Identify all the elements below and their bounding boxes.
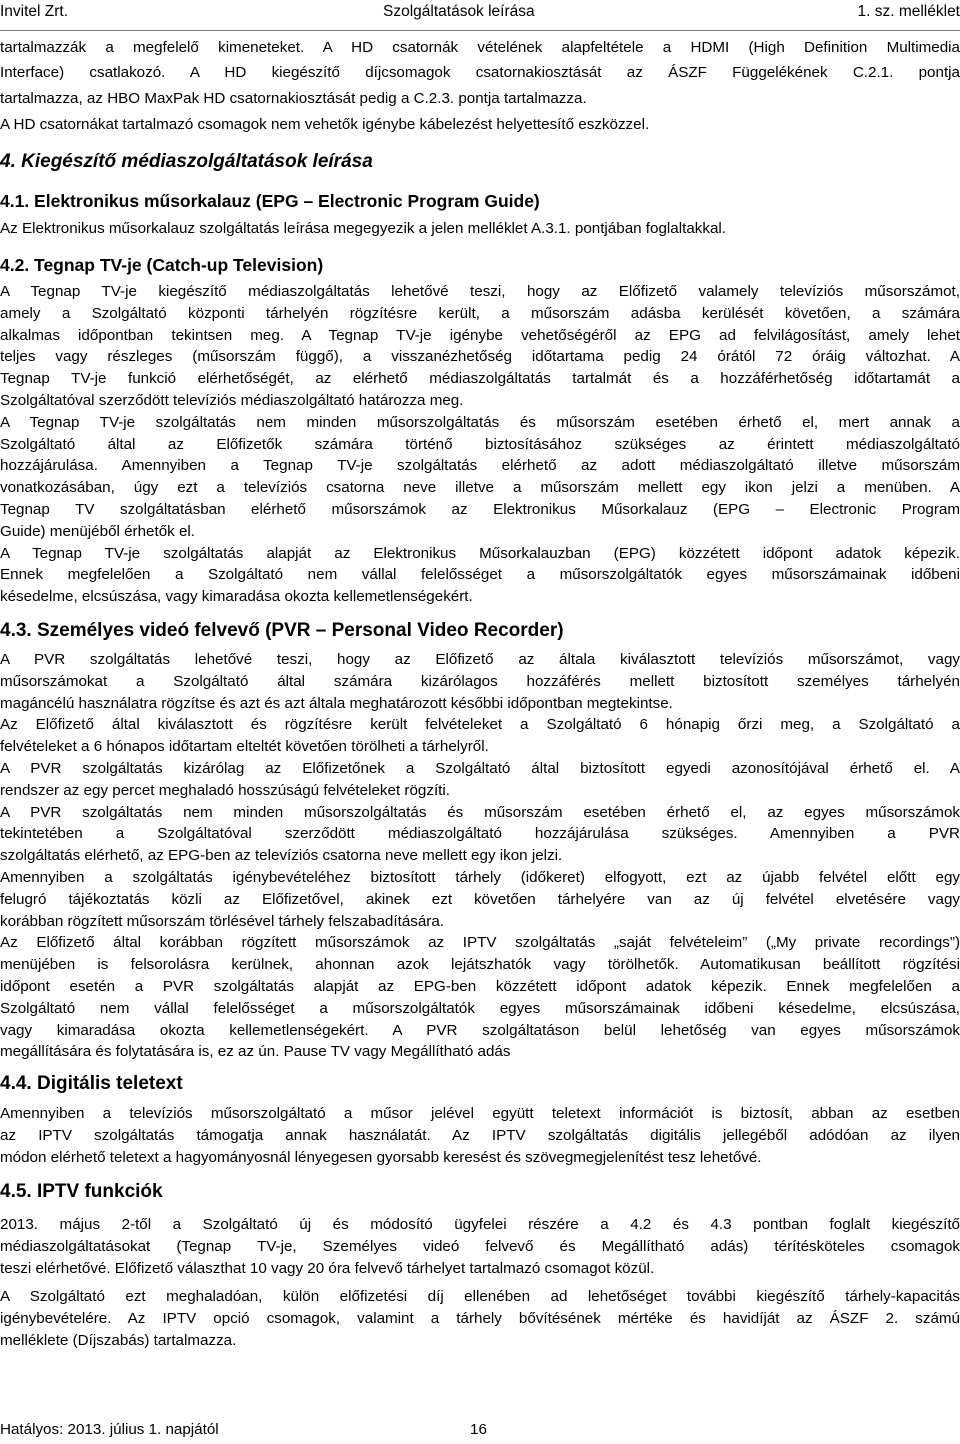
paragraph-line: felugró tájékoztatás közli az Előfizetővel, akinek ezt követően tárhelyére van az új felvétel elvetésére vagy [0,891,960,908]
subsection-heading: 4.3. Személyes videó felvevő (PVR – Personal Video Recorder) [0,620,564,641]
paragraph-line: felvételeket a 6 hónapos időtartam elteltét követően törölheti a tárhelyről. [0,738,489,755]
paragraph-line: megállítására és folytatására is, ez az ún. Pause TV vagy Megállítható adás [0,1043,511,1060]
paragraph-line: hozzájárulása. Amennyiben a Tegnap TV-je szolgáltatás elérhető az adott médiaszolgáltató illetve műsorszám [0,457,960,474]
header-company: Invitel Zrt. [0,3,69,20]
paragraph-line: korábban rögzített műsorszám törlésével tárhely felszabadítására. [0,913,445,930]
paragraph-line: magáncélú használatra rögzítse és azt és azt általa meghatározott későbbi időpontban megtekintse. [0,695,673,712]
paragraph-line: az IPTV szolgáltatás támogatja annak használatát. Az IPTV szolgáltatás digitális jellegéből adódóan az ilyen [0,1127,960,1144]
paragraph-line: késedelme, elcsúszása, vagy kimaradása okozta kellemetlenségekért. [0,588,473,605]
paragraph-line: A PVR szolgáltatás nem minden műsorszolgáltatás és műsorszám esetében érhető el, az egyes műsorszámok [0,804,960,821]
paragraph-line: vagy kimaradása okozta kellemetlenségekért. A PVR szolgáltatáson belül lehetőség van egyes műsorszámok [0,1022,960,1039]
paragraph-line: tekintetében a Szolgáltatóval szerződött médiaszolgáltató hozzájárulása szükséges. Amennyiben a PVR [0,825,960,842]
paragraph-line: teszi elérhetővé. Előfizető választhat 10 vagy 20 óra felvevő tárhelyet tartalmazó csomagot közül. [0,1260,655,1277]
section-heading: 4. Kiegészítő médiaszolgáltatások leírása [0,151,373,172]
paragraph-line: Amennyiben a szolgáltatás igénybevételéhez biztosított tárhely (időkeret) elfogyott, ezt az újabb felvétel előtt egy [0,869,960,886]
subsection-heading: 4.2. Tegnap TV-je (Catch-up Television) [0,255,324,275]
paragraph-line: A HD csatornákat tartalmazó csomagok nem vehetők igénybe kábelezést helyettesítő eszközzel. [0,116,650,133]
paragraph-line: A Tegnap TV-je szolgáltatás alapját az Elektronikus Műsorkalauzban (EPG) közzétett időpont adatok képezik. [0,545,960,562]
paragraph-line: Guide) menüjéből érhetők el. [0,523,196,540]
paragraph-line: A Szolgáltató ezt meghaladóan, külön előfizetési díj ellenében ad lehetőséget további kiegészítő tárhely-kapacitás [0,1288,960,1305]
paragraph-line: Tegnap TV-je funkció elérhetőségét, az elérhető médiaszolgáltatás tartalmát és a hozzáférhetőség időtartamát a [0,370,960,387]
paragraph-line: Szolgáltató által az Előfizetők számára történő biztosításához szükséges az érintett médiaszolgáltató [0,436,960,453]
paragraph-line: A PVR szolgáltatás kizárólag az Előfizetőnek a Szolgáltató által biztosított egyedi azonosítójával érhető el. A [0,760,960,777]
header-annex: 1. sz. melléklet [857,3,960,20]
paragraph-line: médiaszolgáltatásokat (Tegnap TV-je, Személyes videó felvevő és Megállítható adás) térítésköteles csomagok [0,1238,960,1255]
paragraph-line: Szolgáltató nem vállal felelősséget a műsorszolgáltatók egyes műsorszámainak időbeni késedelme, elcsúszása, [0,1000,960,1017]
paragraph-line: Amennyiben a televíziós műsorszolgáltató a műsor jelével együtt teletext információt is biztosít, abban az esetben [0,1105,960,1122]
paragraph-line: rendszer az egy percet meghaladó hosszúságú felvételeket rögzíti. [0,782,450,799]
paragraph-line: Az Előfizető által kiválasztott és rögzítésre került felvételeket a Szolgáltató 6 hónapig őrzi meg, a Szolgáltató a [0,716,960,733]
paragraph-line: tartalmazzák a megfelelő kimeneteket. A HD csatornák vételének alapfeltétele a HDMI (High Definition Multimedia [0,39,960,56]
header-rule [0,30,960,31]
paragraph-line: A Tegnap TV-je szolgáltatás nem minden műsorszolgáltatás és műsorszám esetében érhető el, mert annak a [0,414,960,431]
paragraph-line: vonatkozásában, úgy ezt a televíziós csatorna neve illetve a műsorszám mellett egy ikon jelzi a menüben. A [0,479,960,496]
paragraph-line: 2013. május 2-től a Szolgáltató új és módosító ügyfelei részére a 4.2 és 4.3 pontban foglalt kiegészítő [0,1216,960,1233]
paragraph-line: teljes vagy részleges (műsorszám függő), a visszanézhetőség időtartama pedig 24 órától 72 óráig változhat. A [0,348,960,365]
header-title: Szolgáltatások leírása [383,3,535,20]
paragraph-line: Az Elektronikus műsorkalauz szolgáltatás leírása megegyezik a jelen melléklet A.3.1. pontjában foglaltakkal. [0,220,727,237]
paragraph-line: Tegnap TV szolgáltatásban elérhető műsorszámok az Elektronikus Műsorkalauz (EPG – Electronic Program [0,501,960,518]
paragraph-line: tartalmazza, az HBO MaxPak HD csatornakiosztását pedig a C.2.3. pontja tartalmazza. [0,90,587,107]
paragraph-line: időpont esetén a PVR szolgáltatás alapját az EPG-ben közzétett időpont adatok képezik. Ennek megfelelően a [0,978,960,995]
paragraph-line: módon elérhető teletext a hagyományosnál lényegesen gyorsabb keresést és szövegmegjelenítést tesz lehetővé. [0,1149,762,1166]
subsection-heading: 4.1. Elektronikus műsorkalauz (EPG – Electronic Program Guide) [0,191,540,211]
paragraph-line: melléklete (Díjszabás) tartalmazza. [0,1332,237,1349]
subsection-heading: 4.4. Digitális teletext [0,1073,183,1094]
paragraph-line: amely a Szolgáltató központi tárhelyén rögzítésre került, a műsorszám adásba kerülését követően, a számára [0,305,960,322]
paragraph-line: A PVR szolgáltatás lehetővé teszi, hogy az Előfizető az általa kiválasztott televíziós műsorszámot, vagy [0,651,960,668]
footer-page-number: 16 [470,1421,487,1438]
paragraph-line: igénybevételére. Az IPTV opció csomagok, valamint a tárhely bővítésének mértéke és havidíját az ÁSZF 2. számú [0,1310,960,1327]
paragraph-line: Ennek megfelelően a Szolgáltató nem vállal felelősséget a műsorszolgáltatók egyes műsorszámainak időbeni [0,566,960,583]
paragraph-line: szolgáltatás elérhető, az EPG-ben az televíziós csatorna neve mellett egy ikon jelzi. [0,847,563,864]
paragraph-line: Szolgáltatóval szerződött televíziós médiaszolgáltató határozza meg. [0,392,464,409]
paragraph-line: műsorszámokat a Szolgáltató által számára kizárólagos hozzáférés mellett biztosított személyes tárhelyén [0,673,960,690]
footer-effective-date: Hatályos: 2013. július 1. napjától [0,1421,219,1438]
paragraph-line: menüjében is felsorolásra kerülnek, ahonnan azok lejátszhatók vagy törölhetők. Automatikusan beállított rögzítési [0,956,960,973]
subsection-heading: 4.5. IPTV funkciók [0,1181,163,1202]
paragraph-line: alkalmas időpontban tekintsen meg. A Tegnap TV-je igénybe vehetőségéről az EPG ad felvilágosítást, amely lehet [0,327,960,344]
paragraph-line: Az Előfizető által korábban rögzített műsorszámok az IPTV szolgáltatás „saját felvételeim” („My private recordings”) [0,934,960,951]
paragraph-line: Interface) csatlakozó. A HD kiegészítő díjcsomagok csatornakiosztását az ÁSZF Függelékének C.2.1. pontja [0,64,960,81]
paragraph-line: A Tegnap TV-je kiegészítő médiaszolgáltatás lehetővé teszi, hogy az Előfizető valamely televíziós műsorszámot, [0,283,960,300]
